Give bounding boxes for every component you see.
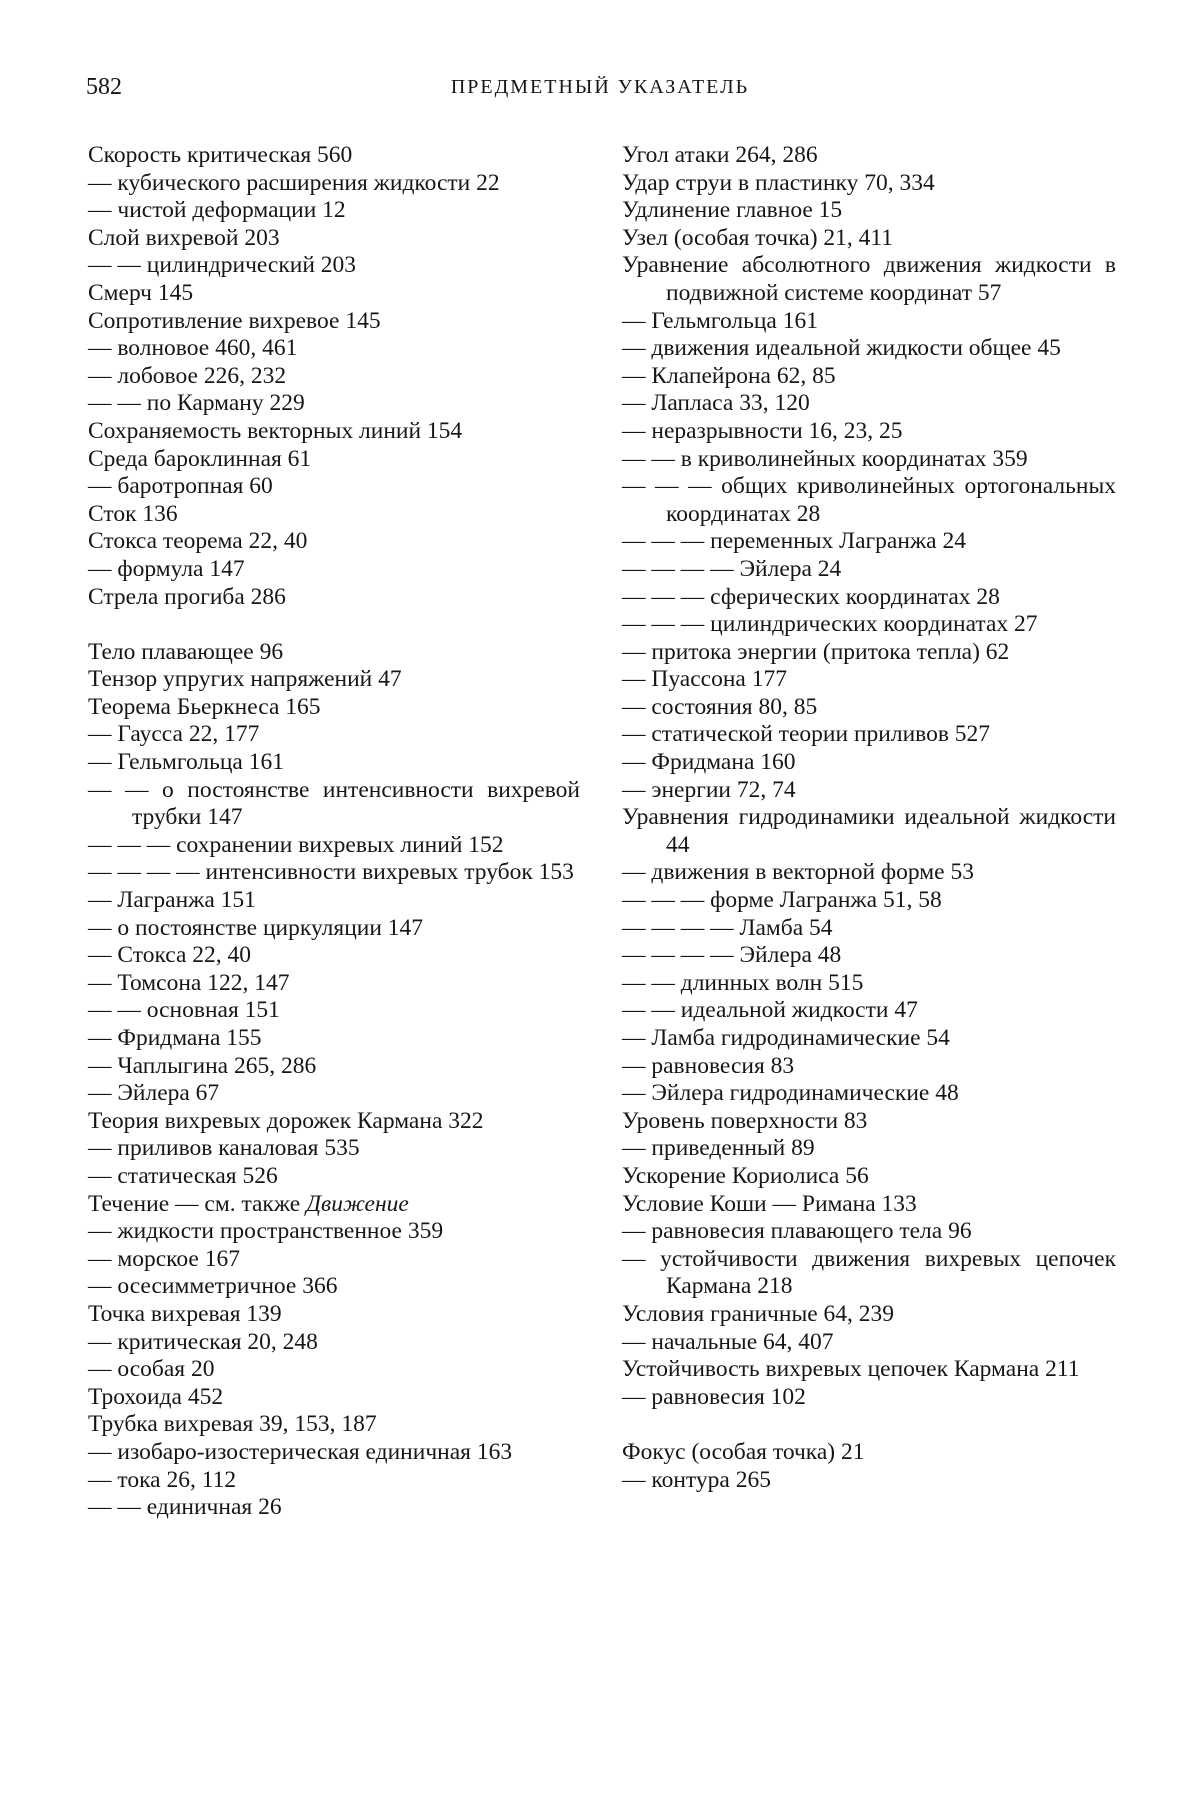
index-entry: Устойчивость вихревых цепочек Кармана 211: [622, 1356, 1080, 1383]
index-entry: — энергии 72, 74: [622, 776, 796, 803]
index-entry: Трубка вихревая 39, 153, 187: [88, 1411, 377, 1438]
index-entry: — приливов каналовая 535: [88, 1135, 360, 1162]
index-entry: Точка вихревая 139: [88, 1300, 282, 1327]
index-entry: — Пуассона 177: [622, 666, 787, 693]
index-entry: — — — — Ламба 54: [622, 914, 833, 941]
index-entry: — Эйлера 67: [88, 1080, 220, 1107]
index-entry: — статическая 526: [88, 1162, 278, 1189]
index-entry: — — — — интенсивности вихревых трубок 153: [88, 859, 574, 886]
index-entry: — — единичная 26: [88, 1494, 282, 1521]
index-entry: — равновесия плавающего тела 96: [622, 1218, 972, 1245]
index-entry: — — — сохранении вихревых линий 152: [88, 831, 504, 858]
index-entry: — волновое 460, 461: [88, 335, 298, 362]
section-gap: [622, 1411, 1116, 1439]
index-entry: — о постоянстве циркуляции 147: [88, 914, 424, 941]
index-entry: — жидкости пространственное 359: [88, 1218, 444, 1245]
index-entry: — контура 265: [622, 1466, 771, 1493]
index-entry: Тело плавающее 96: [88, 638, 284, 665]
index-entry: Сопротивление вихревое 145: [88, 307, 381, 334]
index-entry: — Клапейрона 62, 85: [622, 362, 836, 389]
index-entry: Стрела прогиба 286: [88, 583, 286, 610]
index-entry: — — цилиндрический 203: [88, 252, 357, 279]
index-entry: Фокус (особая точка) 21: [622, 1438, 865, 1465]
index-entry: — — — — Эйлера 48: [622, 942, 842, 969]
cross-reference: Движение: [306, 1190, 409, 1217]
index-entry: — Стокса 22, 40: [88, 942, 252, 969]
index-column-right: [622, 142, 1116, 1494]
index-entry: Слой вихревой 203: [88, 224, 280, 251]
index-entry: Угол атаки 264, 286: [622, 142, 818, 168]
index-entry: Тензор упругих напряжений 47: [88, 666, 402, 693]
index-entry: — — — форме Лагранжа 51, 58: [622, 887, 942, 914]
index-entry: — формула 147: [88, 555, 245, 582]
index-entry: — Гельмгольца 161: [622, 307, 818, 334]
index-entry: — кубического расширения жидкости 22: [88, 169, 500, 196]
index-entry: — равновесия 83: [622, 1052, 795, 1079]
index-entry: — состояния 80, 85: [622, 693, 818, 720]
index-entry: Теория вихревых дорожек Кармана 322: [88, 1107, 484, 1134]
running-head: ПРЕДМЕТНЫЙ УКАЗАТЕЛЬ: [450, 76, 750, 98]
index-entry: Уравнение абсолютного движения жидкости в подвижной системе координат 57: [622, 252, 1116, 306]
index-entry: Уравнения гидродинамики идеальной жидкости 44: [622, 804, 1116, 858]
index-entry: — движения в векторной форме 53: [622, 859, 974, 886]
section-gap: [88, 611, 580, 639]
index-entry: Условие Коши — Римана 133: [622, 1190, 917, 1217]
index-entry: — Гельмгольца 161: [88, 749, 284, 776]
index-entry: Теорема Бьеркнеса 165: [88, 693, 321, 720]
index-entry: Удлинение главное 15: [622, 197, 843, 224]
index-entry: — критическая 20, 248: [88, 1328, 318, 1355]
index-entry: — баротропная 60: [88, 473, 273, 500]
index-entry: — изобаро-изостерическая единичная 163: [88, 1438, 513, 1465]
index-entry: — неразрывности 16, 23, 25: [622, 417, 903, 444]
index-entry: — — о постоянстве интенсивности вихревой трубки 147: [88, 776, 580, 831]
index-column-left: [88, 142, 580, 1522]
index-entry: — равновесия 102: [622, 1383, 806, 1410]
index-entry: — — — общих криволинейных ортогональных координатах 28: [622, 473, 1116, 527]
index-entry: — — по Карману 229: [88, 390, 305, 417]
index-entry: — морское 167: [88, 1245, 240, 1272]
page-number: 582: [86, 74, 122, 100]
index-entry: — Фридмана 160: [622, 749, 796, 776]
index-entry: Смерч 145: [88, 279, 194, 306]
index-entry: Удар струи в пластинку 70, 334: [622, 169, 935, 196]
index-entry: — особая 20: [88, 1356, 215, 1383]
index-entry: — — — — Эйлера 24: [622, 555, 842, 582]
index-entry: Ускорение Кориолиса 56: [622, 1162, 869, 1189]
index-entry: — статической теории приливов 527: [622, 721, 991, 748]
index-entry: — Фридмана 155: [88, 1025, 262, 1051]
index-entry: — Эйлера гидродинамические 48: [622, 1080, 959, 1107]
index-entry: — Лапласа 33, 120: [622, 390, 810, 417]
index-entry: — — — сферических координатах 28: [622, 583, 1000, 610]
index-entry: — Ламба гидродинамические 54: [622, 1025, 950, 1051]
index-entry: Стокса теорема 22, 40: [88, 528, 308, 555]
index-entry: — лобовое 226, 232: [88, 362, 287, 389]
index-entry: — тока 26, 112: [88, 1466, 237, 1493]
index-entry: Трохоида 452: [88, 1383, 224, 1410]
index-entry: — начальные 64, 407: [622, 1328, 834, 1355]
index-entry: Сток 136: [88, 500, 178, 527]
index-entry: Узел (особая точка) 21, 411: [622, 224, 894, 251]
index-entry: — движения идеальной жидкости общее 45: [622, 335, 1061, 362]
index-entry: Условия граничные 64, 239: [622, 1300, 895, 1327]
index-entry: — осесимметричное 366: [88, 1273, 338, 1300]
index-entry: — Томсона 122, 147: [88, 969, 290, 996]
index-entry: Течение — см. также Движение: [88, 1190, 409, 1217]
index-entry: — притока энергии (притока тепла) 62: [622, 638, 1010, 665]
index-entry: — — — цилиндрических координатах 27: [622, 611, 1038, 638]
index-entry: Уровень поверхности 83: [622, 1107, 868, 1134]
index-entry: Сохраняемость векторных линий 154: [88, 417, 463, 444]
index-entry: — Гаусса 22, 177: [88, 721, 260, 748]
index-entry: — чистой деформации 12: [88, 197, 346, 224]
index-entry: — Чаплыгина 265, 286: [88, 1052, 317, 1079]
index-entry: — — основная 151: [88, 997, 280, 1024]
index-entry: — устойчивости движения вихревых цепочек Кармана 218: [622, 1245, 1116, 1300]
index-entry: — — идеальной жидкости 47: [622, 997, 918, 1024]
index-entry: — — длинных волн 515: [622, 969, 864, 996]
index-entry: — — в криволинейных координатах 359: [622, 445, 1028, 472]
index-entry: Скорость критическая 560: [88, 142, 353, 168]
index-entry: — — — переменных Лагранжа 24: [622, 528, 966, 555]
index-entry: — приведенный 89: [622, 1135, 815, 1162]
index-entry: — Лагранжа 151: [88, 887, 256, 914]
index-entry: Среда бароклинная 61: [88, 445, 312, 472]
